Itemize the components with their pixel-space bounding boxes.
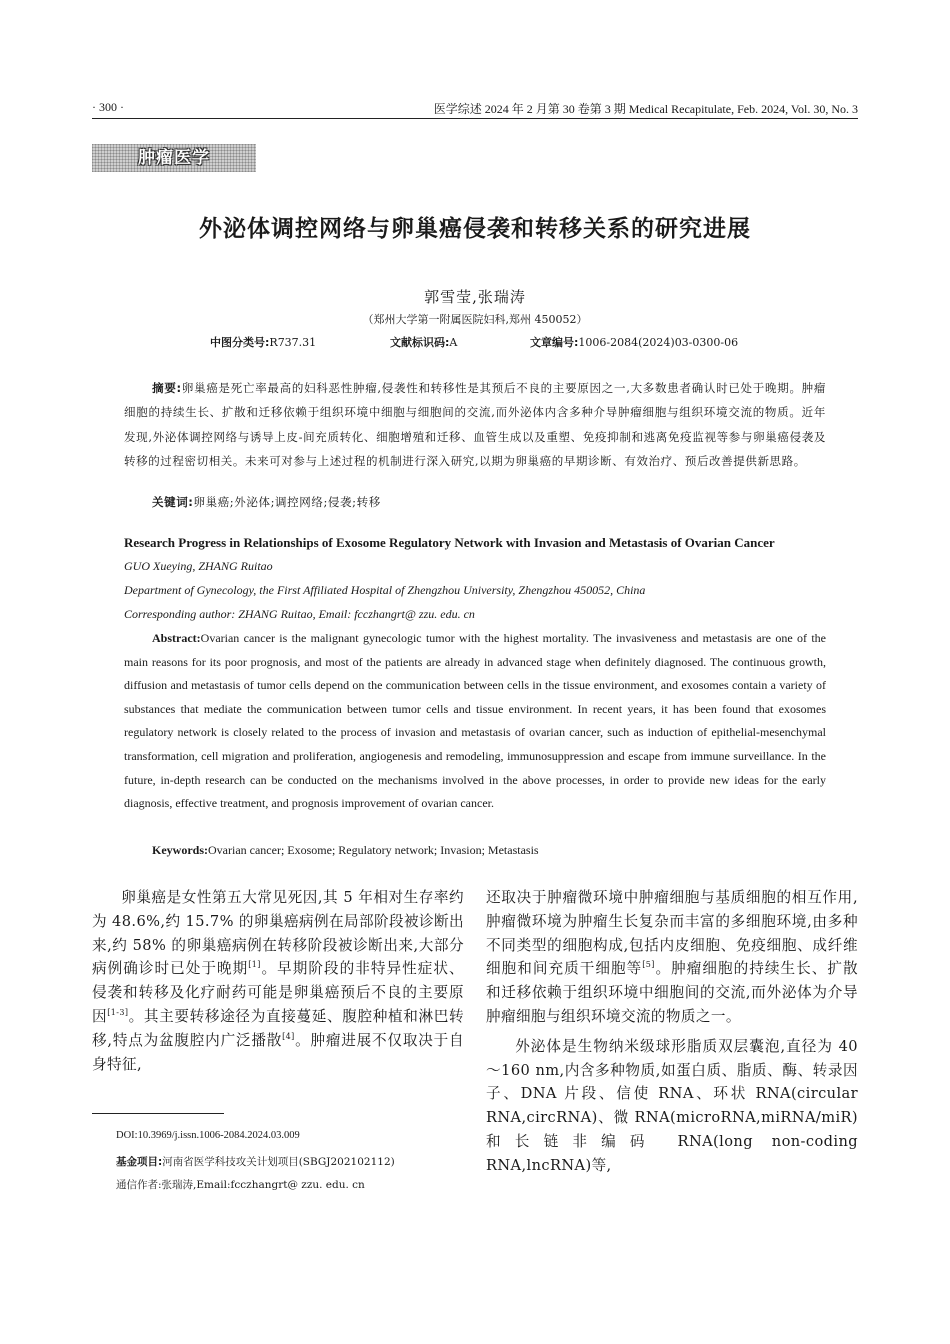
- clc-number: [210, 334, 316, 350]
- body-text: 。早期阶段的非特异性症状、侵袭和转移及化疗耐药可能是卵巢癌预后不良的主要原因: [92, 960, 464, 1025]
- abstract-en-label: Abstract:: [152, 631, 201, 645]
- body-text: 。其主要转移途径为直接蔓延、腹腔种植和淋巴转移,特点为盆腹腔内广泛播散: [92, 1007, 464, 1049]
- document-code: [390, 334, 457, 350]
- footnote-doi: DOI:10.3969/j.issn.1006-2084.2024.03.009: [116, 1130, 300, 1141]
- abstract-cn: [124, 376, 826, 473]
- header-rule: [92, 118, 858, 119]
- abstract-en-text: Ovarian cancer is the malignant gynecologic tumor with the highest mortality. The invasiveness and metastasis are one of the main reasons for its poor prognosis, and most of the patients are already in advanced stage when definitely diagnosed. The continuous growth, diffusion and metastasis of tumor cells depend on the communication between cells in the tissue environment, and exosomes contain a variety of substances that mediate the communication between tumor cells and tissue environment. In recent years, it has been found that exosomes regulatory network is closely related to the process of invasion and metastasis of ovarian cancer, such as induction of epithelial-mesenchymal transformation, cell migration and proliferation, angiogenesis and remodeling, immunosuppression and escape from immune surveillance. In the future, in-depth research can be conducted on the mechanisms involved in the above processes, in order to provide new ideas for the early diagnosis, effective treatment, and prognosis improvement of ovarian cancer.: [124, 631, 826, 811]
- body-text: 。肿瘤进展不仅取决于自身特征,: [92, 1031, 464, 1073]
- abstract-cn-label: 摘要:: [152, 381, 182, 395]
- article-title: 外泌体调控网络与卵巢癌侵袭和转移关系的研究进展: [199, 216, 751, 242]
- clc-value: R737.31: [269, 336, 317, 349]
- doc-code-label: 文献标识码:: [390, 336, 450, 349]
- clc-label: 中图分类号:: [210, 336, 270, 349]
- body-paragraph: [486, 886, 858, 1029]
- article-number: [530, 334, 738, 350]
- body-paragraph: [92, 886, 464, 1076]
- citation-ref[interactable]: [1-3]: [107, 1008, 129, 1018]
- citation-ref[interactable]: [1]: [248, 960, 261, 970]
- fund-text: 河南省医学科技攻关计划项目(SBGJ202102112): [162, 1156, 395, 1168]
- footnote-funding: [116, 1154, 395, 1169]
- doc-code-value: A: [449, 336, 458, 349]
- footnote-corresponding: [116, 1177, 365, 1192]
- body-column-right: [486, 886, 858, 1178]
- body-paragraph: 外泌体是生物纳米级球形脂质双层囊泡,直径为 40～160 nm,内含多种物质,如蛋白质、脂质、酶、转录因子、DNA 片段、信使 RNA、环状 RNA(circular RNA,circRNA)、微 RNA(microRNA,miRNA/miR)和长链非编码 RNA(long non-coding RNA,lncRNA)等,: [486, 1037, 858, 1174]
- keywords-cn-text: 卵巢癌;外泌体;调控网络;侵袭;转移: [193, 495, 381, 509]
- english-title: Research Progress in Relationships of Exosome Regulatory Network with Invasion and Metastasis of Ovarian Cancer: [124, 535, 775, 550]
- citation-ref[interactable]: [4]: [282, 1031, 295, 1041]
- article-no-label: 文章编号:: [530, 336, 579, 349]
- authors: 郭雪莹,张瑞涛: [424, 288, 526, 306]
- keywords-en: [152, 843, 539, 858]
- citation-ref[interactable]: [5]: [642, 960, 655, 970]
- section-banner: [92, 144, 256, 172]
- keywords-en-text: Ovarian cancer; Exosome; Regulatory network; Invasion; Metastasis: [208, 843, 539, 857]
- abstract-cn-text: 卵巢癌是死亡率最高的妇科恶性肿瘤,侵袭性和转移性是其预后不良的主要原因之一,大多数患者确认时已处于晚期。肿瘤细胞的持续生长、扩散和迁移依赖于组织环境中细胞与细胞间的交流,而外泌体内含多种介导肿瘤细胞与组织环境交流的物质。近年发现,外泌体调控网络与诱导上皮-间充质转化、细胞增殖和迁移、血管生成以及重塑、免疫抑制和逃离免疫监视等参与卵巢癌侵袭及转移的过程密切相关。未来可对参与上述过程的机制进行深入研究,以期为卵巢癌的早期诊断、有效治疗、预后改善提供新思路。: [124, 381, 826, 468]
- body-text: 。肿瘤细胞的持续生长、扩散和迁移依赖于组织环境中细胞间的交流,而外泌体为介导肿瘤细胞与组织环境交流的物质之一。: [486, 960, 858, 1025]
- body-text: 卵巢癌是女性第五大常见死因,其 5 年相对生存率约为 48.6%,约 15.7% 的卵巢癌病例在局部阶段被诊断出来,约 58% 的卵巢癌病例在转移阶段被诊断出来,大部分病例确诊时已处于晚期: [92, 889, 464, 978]
- english-authors: GUO Xueying, ZHANG Ruitao: [124, 559, 273, 573]
- keywords-cn: [152, 494, 381, 510]
- footnote-rule: [92, 1113, 224, 1114]
- corr-label: 通信作者:: [116, 1179, 162, 1191]
- keywords-en-label: Keywords:: [152, 843, 208, 857]
- abstract-en: [124, 627, 826, 816]
- article-no-value: 1006-2084(2024)03-0300-06: [578, 336, 739, 349]
- body-text: 还取决于肿瘤微环境中肿瘤细胞与基质细胞的相互作用,肿瘤微环境为肿瘤生长复杂而丰富的多细胞环境,由多种不同类型的细胞构成,包括内皮细胞、免疫细胞、成纤维细胞和间充质干细胞等: [486, 889, 858, 978]
- english-affiliation: Department of Gynecology, the First Affiliated Hospital of Zhengzhou University, Zhengzhou 450052, China: [124, 583, 646, 597]
- journal-info: 医学综述 2024 年 2 月第 30 卷第 3 期 Medical Recapitulate, Feb. 2024, Vol. 30, No. 3: [433, 102, 858, 116]
- body-column-left: [92, 886, 464, 1076]
- english-corresponding: Corresponding author: ZHANG Ruitao, Email: fcczhangrt@ zzu. edu. cn: [124, 607, 475, 621]
- section-label: 肿瘤医学: [138, 148, 210, 168]
- affiliation: （郑州大学第一附属医院妇科,郑州 450052）: [362, 313, 588, 326]
- keywords-cn-label: 关键词:: [152, 495, 194, 509]
- corr-text: 张瑞涛,Email:fcczhangrt@ zzu. edu. cn: [161, 1179, 365, 1191]
- page-number: · 300 ·: [92, 100, 124, 114]
- fund-label: 基金项目:: [116, 1156, 163, 1168]
